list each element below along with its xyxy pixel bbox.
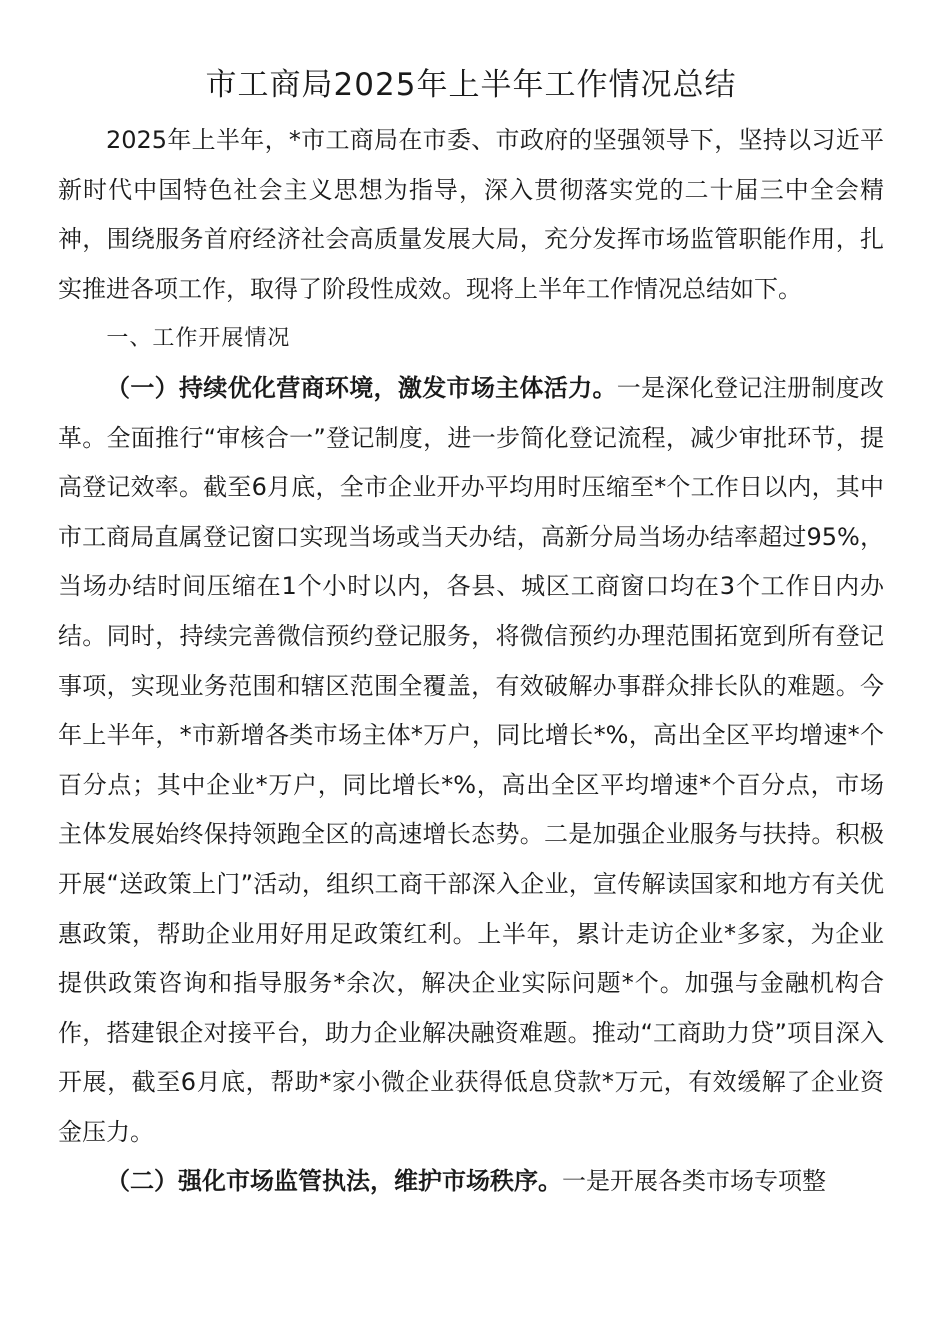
- document-title: 市工商局2025年上半年工作情况总结: [205, 67, 737, 103]
- subsection-1-body: 一是深化登记注册制度改革。全面推行“审核合一”登记制度，进一步简化登记流程，减少审批环节，提高登记效率。截至6月底，全市企业开办平均用时压缩至*个工作日以内，其中市工商局直属登记窗口实现当场或当天办结，高新分局当场办结率超过95%，当场办结时间压缩在1个小时以内，各县、城区工商窗口均在3个工作日内办结。同时，持续完善微信预约登记服务，将微信预约办理范围拓宽到所有登记事项，实现业务范围和辖区范围全覆盖，有效破解办事群众排长队的难题。今年上半年，*市新增各类市场主体*万户，同比增长*%，高出全区平均增速*个百分点；其中企业*万户，同比增长*%，高出全区平均增速*个百分点，市场主体发展始终保持领跑全区的高速增长态势。二是加强企业服务与扶持。积极开展“送政策上门”活动，组织工商干部深入企业，宣传解读国家和地方有关优惠政策，帮助企业用好用足政策红利。上半年，累计走访企业*多家，为企业提供政策咨询和指导服务*余次，解决企业实际问题*个。加强与金融机构合作，搭建银企对接平台，助力企业解决融资难题。推动“工商助力贷”项目深入开展，截至6月底，帮助*家小微企业获得低息贷款*万元，有效缓解了企业资金压力。: [58, 373, 885, 1146]
- section-heading: 一、工作开展情况: [106, 326, 291, 352]
- subsection-2-body: 一是开展各类市场专项整: [562, 1167, 826, 1196]
- intro-paragraph: 2025年上半年，*市工商局在市委、市政府的坚强领导下，坚持以习近平新时代中国特色社会主义思想为指导，深入贯彻落实党的二十届三中全会精神，围绕服务首府经济社会高质量发展大局，充分发挥市场监管职能作用，扎实推进各项工作，取得了阶段性成效。现将上半年工作情况总结如下。: [58, 126, 884, 303]
- subsection-2-paragraph: [58, 1157, 884, 1207]
- subsection-1-paragraph: [58, 364, 884, 1158]
- subsection-1-heading: （一）持续优化营商环境，激发市场主体活力。: [106, 373, 617, 402]
- subsection-2-heading: （二）强化市场监管执法，维护市场秩序。: [106, 1167, 562, 1196]
